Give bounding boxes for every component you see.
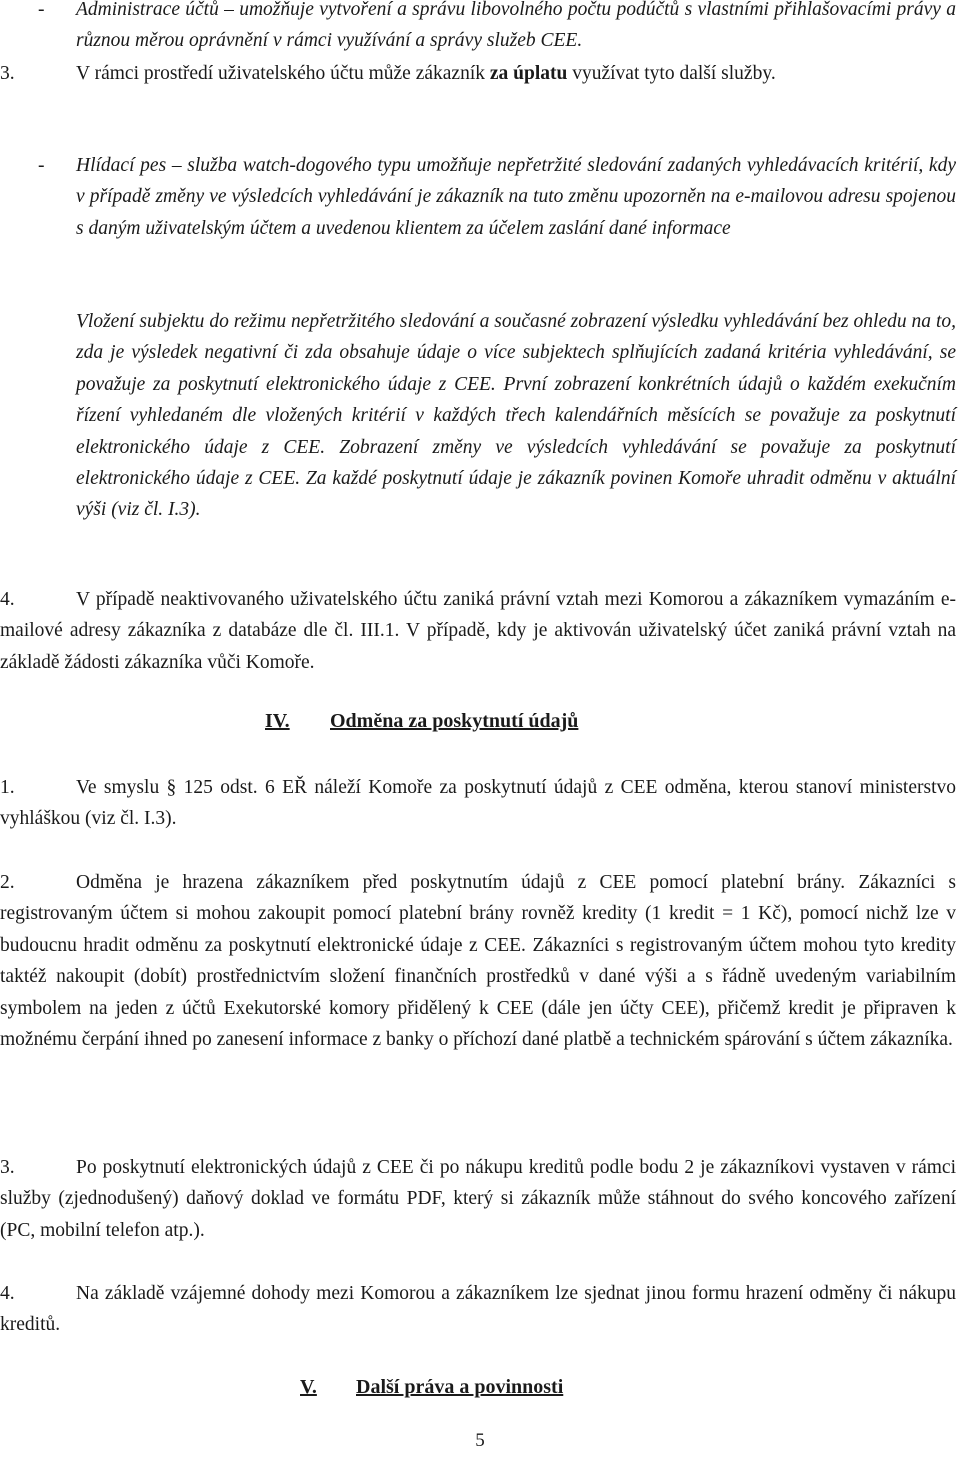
iv-item-1 — [0, 772, 956, 835]
section-iv-heading — [265, 710, 290, 733]
bullet-hlidaci-pes — [0, 150, 956, 244]
bullet-admin — [0, 0, 956, 57]
item-4-text: V případě neaktivovaného uživatelského účtu zaniká právní vztah mezi Komorou a zákazníkem vymazáním e-mailové adresy zákazníka z databáze dle čl. III.1. V případě, kdy je aktivován uživatelský účet zaniká právní vztah na základě žádosti zákazníka vůči Komoře. — [0, 589, 956, 673]
section-iv-title — [330, 710, 578, 733]
section-v-title-text: Další práva a povinnosti — [356, 1376, 564, 1398]
section-iv-roman: IV. — [265, 710, 290, 732]
item-number: 3. — [0, 1157, 15, 1178]
item-number: 1. — [0, 777, 15, 798]
section-v-roman: V. — [300, 1376, 317, 1398]
item-number: 4. — [0, 1283, 15, 1304]
section-v-heading — [300, 1376, 317, 1399]
item-3-text-after: využívat tyto další služby. — [567, 63, 776, 84]
iv-item-2-text: Odměna je hrazena zákazníkem před poskytnutím údajů z CEE pomocí platební brány. Zákazníci s registrovaným účtem si mohou zakoupit pomocí platební brány rovněž kredity (1 kredit = 1 Kč), pomocí nichž lze v budoucnu hradit odměnu za poskytnutí elektronické údaje z CEE. Zákazníci s registrovaným účtem mohou tyto kredity taktéž nakoupit (dobít) prostřednictvím složení finančních prostředků v dané výši a s řádně uvedeným variabilním symbolem na jeden z účtů Exekutorské komory přidělený k CEE (dále jen účty CEE), přičemž kredit je připraven k možnému čerpání ihned po zanesení informace z banky o příchozí dané platbě a technickém spárování s účtem zákazníka. — [0, 872, 956, 1051]
item-number: 3. — [0, 63, 15, 84]
iv-item-1-text: Ve smyslu § 125 odst. 6 EŘ náleží Komoře za poskytnutí údajů z CEE odměna, kterou stanoví ministerstvo vyhláškou (viz čl. I.3). — [0, 777, 956, 830]
item-3-text-before: V rámci prostředí uživatelského účtu může zákazník — [76, 63, 490, 84]
bullet-admin-text: Administrace účtů – umožňuje vytvoření a správu libovolného počtu podúčtů s vlastními přihlašovacími právy a různou měrou oprávnění v rámci využívání a správy služeb CEE. — [76, 0, 956, 52]
iv-item-3 — [0, 1152, 956, 1246]
iv-item-2 — [0, 867, 956, 1055]
hlidaci-pes-paragraph — [76, 306, 956, 526]
iv-item-4-text: Na základě vzájemné dohody mezi Komorou a zákazníkem lze sjednat jinou formu hrazení odměny či nákupu kreditů. — [0, 1283, 956, 1336]
iv-item-4 — [0, 1278, 956, 1341]
bullet-dash: - — [38, 155, 45, 176]
section-iv-title-text: Odměna za poskytnutí údajů — [330, 710, 579, 732]
bullet-dash: - — [38, 0, 45, 20]
bullet-hlidaci-text: Hlídací pes – služba watch-dogového typu umožňuje nepřetržité sledování zadaných vyhledávacích kritérií, kdy v případě změny ve výsledcích vyhledávání je zákazník na tuto změnu upozorněn na e-mailovou adresu spojenou s daným uživatelským účtem a uvedenou klientem za účelem zaslání dané informace — [76, 155, 956, 239]
hlidaci-pes-paragraph-text: Vložení subjektu do režimu nepřetržitého sledování a současné zobrazení výsledku vyhledávání bez ohledu na to, zda je výsledek negativní či zda obsahuje údaje o více subjektech splňujících zadaná kritéria vyhledávání, se považuje za poskytnutí elektronického údaje z CEE. První zobrazení konkrétních údajů o každém exekučním řízení vyhledaném dle vložených kritérií v každých třech kalendářních měsících se považuje za poskytnutí elektronického údaje z CEE. Zobrazení změny ve výsledcích vyhledávání se považuje za poskytnutí elektronického údaje z CEE. Za každé poskytnutí údaje je zákazník povinen Komoře uhradit odměnu v aktuální výši (viz čl. I.3). — [76, 311, 956, 521]
item-3 — [0, 58, 956, 89]
item-number: 2. — [0, 872, 15, 893]
item-4 — [0, 584, 956, 678]
page-number: 5 — [475, 1430, 485, 1451]
section-v-title — [356, 1376, 563, 1399]
item-3-bold: za úplatu — [489, 63, 568, 84]
iv-item-3-text: Po poskytnutí elektronických údajů z CEE či po nákupu kreditů podle bodu 2 je zákazníkovi vystaven v rámci služby (zjednodušený) daňový doklad ve formátu PDF, který si zákazník může stáhnout do svého koncového zařízení (PC, mobilní telefon atp.). — [0, 1157, 956, 1241]
item-number: 4. — [0, 589, 15, 610]
